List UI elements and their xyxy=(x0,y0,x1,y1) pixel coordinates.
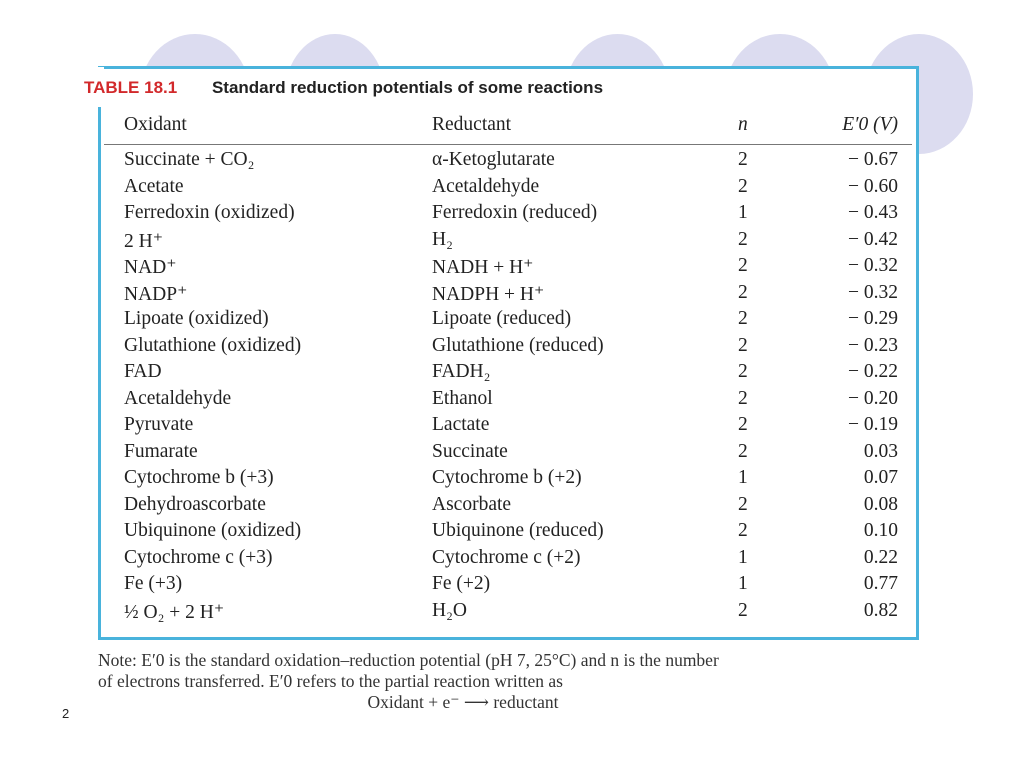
cell-e0: − 0.29 xyxy=(848,308,898,329)
cell-n: 2 xyxy=(738,387,748,409)
cell-oxidant: Fumarate xyxy=(124,440,198,462)
cell-n: 1 xyxy=(738,467,748,488)
cell-e0: − 0.22 xyxy=(848,361,898,382)
cell-n: 2 xyxy=(738,255,748,276)
table-row xyxy=(0,441,1024,467)
cell-oxidant: 2 H⁺ xyxy=(124,230,163,252)
cell-reductant: Glutathione (reduced) xyxy=(432,334,604,356)
header-reductant: Reductant xyxy=(432,114,512,135)
cell-e0: − 0.67 xyxy=(848,149,898,170)
cell-e0: − 0.32 xyxy=(848,281,898,303)
table-row xyxy=(0,229,1024,255)
cell-e0: 0.22 xyxy=(863,546,898,568)
cell-e0: − 0.23 xyxy=(848,334,898,356)
cell-oxidant: Succinate + CO₂ xyxy=(124,149,255,170)
cell-e0: − 0.42 xyxy=(848,228,898,250)
cell-oxidant: NAD⁺ xyxy=(124,257,177,278)
cell-oxidant: Cytochrome c (+3) xyxy=(124,546,273,568)
cell-reductant: H₂O xyxy=(432,599,467,621)
cell-n: 2 xyxy=(738,493,748,515)
table-row xyxy=(0,308,1024,334)
cell-reductant: Fe (+2) xyxy=(432,573,491,594)
table-row xyxy=(0,202,1024,228)
cell-reductant: Ethanol xyxy=(432,387,493,409)
cell-n: 2 xyxy=(738,228,748,250)
cell-reductant: Lactate xyxy=(432,414,490,435)
cell-oxidant: Lipoate (oxidized) xyxy=(124,308,269,329)
table-row xyxy=(0,573,1024,599)
cell-reductant: Ascorbate xyxy=(432,493,512,515)
table-number: TABLE 18.1 xyxy=(84,78,178,97)
cell-oxidant: NADP⁺ xyxy=(124,283,188,305)
cell-oxidant: Glutathione (oxidized) xyxy=(124,334,302,356)
cell-oxidant: Cytochrome b (+3) xyxy=(124,467,274,488)
table-row xyxy=(0,494,1024,520)
cell-reductant: α-Ketoglutarate xyxy=(432,149,555,170)
cell-n: 2 xyxy=(738,149,748,170)
table-row xyxy=(0,335,1024,361)
cell-reductant: H₂ xyxy=(432,228,453,250)
cell-reductant: NADPH + H⁺ xyxy=(432,283,545,305)
cell-reductant: Cytochrome b (+2) xyxy=(432,467,582,488)
cell-e0: − 0.20 xyxy=(848,387,898,409)
table-note xyxy=(98,650,928,713)
cell-e0: − 0.32 xyxy=(848,255,898,276)
table-row xyxy=(0,255,1024,281)
table-row xyxy=(0,282,1024,308)
cell-oxidant: Fe (+3) xyxy=(124,573,183,594)
cell-reductant: Succinate xyxy=(432,440,508,462)
header-rule xyxy=(104,144,912,145)
cell-e0: 0.77 xyxy=(863,573,898,594)
cell-n: 2 xyxy=(738,414,748,435)
cell-reductant: NADH + H⁺ xyxy=(432,257,534,278)
cell-oxidant: FAD xyxy=(124,361,162,382)
cell-reductant: Ferredoxin (reduced) xyxy=(432,202,598,223)
cell-n: 2 xyxy=(738,334,748,356)
cell-n: 1 xyxy=(738,546,748,568)
cell-oxidant: Pyruvate xyxy=(124,414,194,435)
table-row xyxy=(0,467,1024,493)
cell-n: 2 xyxy=(738,281,748,303)
note-line-1: Note: E′0 is the standard oxidation–reduction potential (pH 7, 25°C) and n is the number xyxy=(98,650,719,670)
cell-e0: 0.07 xyxy=(863,467,898,488)
cell-oxidant: Ferredoxin (oxidized) xyxy=(124,202,295,223)
table-header-row xyxy=(0,114,1024,140)
cell-e0: 0.08 xyxy=(863,493,898,515)
header-oxidant: Oxidant xyxy=(124,114,187,135)
header-e0: E′0 (V) xyxy=(842,114,898,135)
cell-oxidant: Dehydroascorbate xyxy=(124,493,266,515)
cell-oxidant: Acetate xyxy=(124,175,184,197)
cell-n: 1 xyxy=(738,573,748,594)
cell-reductant: FADH₂ xyxy=(432,361,491,382)
table-row xyxy=(0,176,1024,202)
table-row xyxy=(0,149,1024,175)
cell-oxidant: ½ O₂ + 2 H⁺ xyxy=(124,601,225,623)
cell-e0: 0.10 xyxy=(863,520,898,541)
cell-n: 2 xyxy=(738,599,748,621)
cell-n: 2 xyxy=(738,308,748,329)
cell-reductant: Lipoate (reduced) xyxy=(432,308,572,329)
cell-n: 2 xyxy=(738,361,748,382)
slide-page-number: 2 xyxy=(62,706,70,721)
table-title: Standard reduction potentials of some reactions xyxy=(211,78,604,97)
cell-e0: 0.03 xyxy=(863,440,898,462)
cell-n: 2 xyxy=(738,175,748,197)
table-row xyxy=(0,361,1024,387)
table-row xyxy=(0,414,1024,440)
cell-n: 2 xyxy=(738,440,748,462)
cell-reductant: Cytochrome c (+2) xyxy=(432,546,581,568)
cell-reductant: Acetaldehyde xyxy=(432,175,540,197)
note-line-2: of electrons transferred. E′0 refers to the partial reaction written as xyxy=(98,671,563,691)
table-row xyxy=(0,520,1024,546)
header-n: n xyxy=(738,114,748,135)
cell-e0: 0.82 xyxy=(863,599,898,621)
cell-n: 2 xyxy=(738,520,748,541)
note-line-3: Oxidant + e⁻ ⟶ reductant xyxy=(367,692,559,712)
cell-e0: − 0.43 xyxy=(848,202,898,223)
cell-reductant: Ubiquinone (reduced) xyxy=(432,520,604,541)
table-row xyxy=(0,388,1024,414)
table-caption xyxy=(84,78,603,98)
cell-oxidant: Ubiquinone (oxidized) xyxy=(124,520,302,541)
cell-oxidant: Acetaldehyde xyxy=(124,387,232,409)
table-row xyxy=(0,547,1024,573)
cell-n: 1 xyxy=(738,202,748,223)
table-row xyxy=(0,600,1024,626)
cell-e0: − 0.19 xyxy=(848,414,898,435)
cell-e0: − 0.60 xyxy=(848,175,898,197)
